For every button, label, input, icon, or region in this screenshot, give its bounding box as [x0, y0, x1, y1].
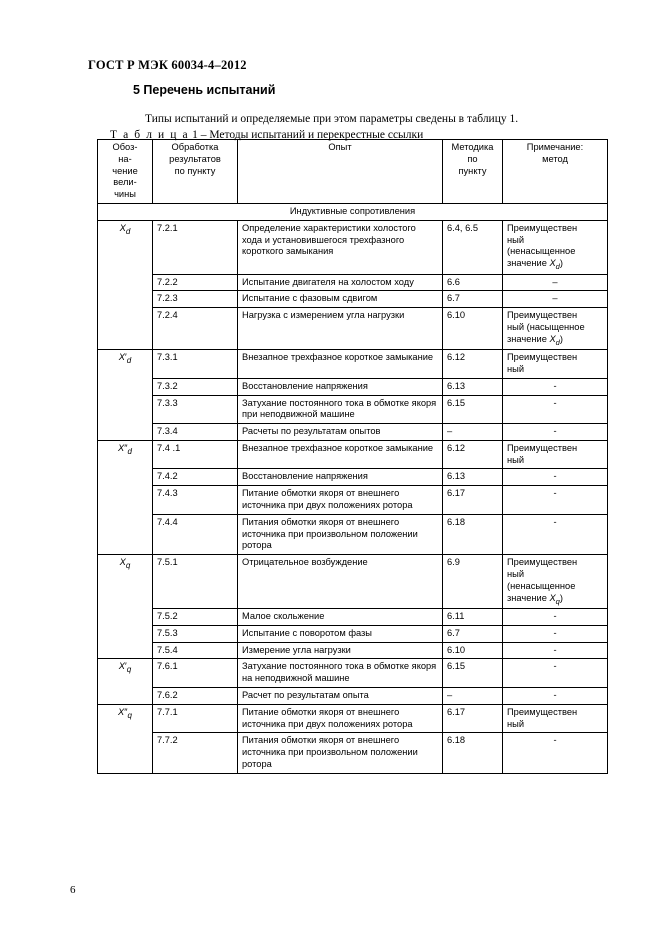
- row-note: [503, 424, 608, 441]
- page-number: 6: [70, 884, 76, 896]
- row-experiment: Питания обмотки якоря от внешнего источника при произвольном положении ротора: [238, 514, 443, 554]
- row-clause: 7.5.2: [153, 609, 238, 626]
- row-method: 6.12: [443, 440, 503, 469]
- column-header-processing: [153, 140, 238, 204]
- note-line: Преимуществен: [507, 557, 578, 568]
- row-note: [503, 486, 608, 515]
- hdr-line: Обоз-: [112, 142, 138, 152]
- row-clause: 7.7.2: [153, 733, 238, 773]
- row-experiment: Восстановление напряжения: [238, 469, 443, 486]
- note-line: -: [553, 735, 557, 746]
- row-experiment: Внезапное трехфазное короткое замыкание: [238, 440, 443, 469]
- row-method: 6.7: [443, 291, 503, 308]
- row-experiment: Затухание постоянного тока в обмотке якоря на неподвижной машине: [238, 659, 443, 688]
- row-note: [503, 274, 608, 291]
- note-line: ный: [507, 363, 525, 374]
- note-line: -: [553, 471, 557, 482]
- row-experiment: Расчеты по результатам опытов: [238, 424, 443, 441]
- row-symbol-cell: $X_d$: [98, 220, 153, 349]
- row-clause: 7.5.4: [153, 642, 238, 659]
- table-header-row: [98, 140, 608, 204]
- table-row: [98, 274, 608, 291]
- row-experiment: Питания обмотки якоря от внешнего источника при произвольном положении ротора: [238, 733, 443, 773]
- hdr-line: на-: [118, 153, 132, 164]
- row-experiment: Испытание двигателя на холостом ходу: [238, 274, 443, 291]
- row-method: –: [443, 424, 503, 441]
- row-experiment: Питание обмотки якоря от внешнего источника при двух положениях ротора: [238, 704, 443, 733]
- row-experiment: Затухание постоянного тока в обмотке якоря при неподвижной машине: [238, 395, 443, 424]
- note-line: -: [553, 611, 557, 622]
- note-line: -: [553, 661, 557, 672]
- row-note: [503, 308, 608, 350]
- row-note: [503, 704, 608, 733]
- table-row: [98, 308, 608, 350]
- row-experiment: Восстановление напряжения: [238, 378, 443, 395]
- row-method: –: [443, 688, 503, 705]
- row-method: 6.7: [443, 625, 503, 642]
- row-clause: 7.4.2: [153, 469, 238, 486]
- table-row: [98, 688, 608, 705]
- note-line: значение $X_d$): [507, 333, 563, 347]
- note-line: (ненасыщенное: [507, 580, 576, 591]
- row-clause: 7.4.4: [153, 514, 238, 554]
- table-caption-rest: 1 – Методы испытаний и перекрестные ссылки: [192, 129, 424, 141]
- row-method: 6.17: [443, 486, 503, 515]
- row-method: 6.6: [443, 274, 503, 291]
- table-row: [98, 291, 608, 308]
- column-header-note: [503, 140, 608, 204]
- note-line: ный: [507, 234, 525, 245]
- row-note: [503, 733, 608, 773]
- hdr-line: чение: [112, 165, 138, 176]
- note-line: ный: [507, 718, 525, 729]
- row-note: [503, 291, 608, 308]
- table-caption-prefix: Т а б л и ц а: [110, 129, 190, 141]
- page-title: 5 Перечень испытаний: [133, 83, 276, 97]
- note-line: значение $X_q$): [507, 592, 563, 606]
- note-line: -: [553, 644, 557, 655]
- note-line: -: [553, 627, 557, 638]
- row-note: [503, 350, 608, 379]
- table-row: [98, 609, 608, 626]
- table-row: [98, 395, 608, 424]
- table-row: [98, 642, 608, 659]
- row-clause: 7.4 .1: [153, 440, 238, 469]
- row-method: 6.17: [443, 704, 503, 733]
- row-experiment: Малое скольжение: [238, 609, 443, 626]
- row-note: [503, 395, 608, 424]
- row-note: [503, 688, 608, 705]
- table-row: [98, 220, 608, 274]
- row-method: 6.15: [443, 395, 503, 424]
- row-method: 6.11: [443, 609, 503, 626]
- hdr-line: метод: [542, 153, 568, 164]
- row-clause: 7.5.1: [153, 555, 238, 609]
- row-experiment: Внезапное трехфазное короткое замыкание: [238, 350, 443, 379]
- note-line: -: [553, 488, 557, 499]
- row-experiment: Питание обмотки якоря от внешнего источника при двух положениях ротора: [238, 486, 443, 515]
- note-line: -: [553, 690, 557, 701]
- note-line: Преимуществен: [507, 310, 578, 321]
- column-header-experiment: Опыт: [238, 140, 443, 204]
- tests-table: [97, 139, 608, 774]
- note-line: значение $X_d$): [507, 258, 563, 272]
- hdr-line: результатов: [169, 153, 221, 164]
- row-method: 6.10: [443, 308, 503, 350]
- row-experiment: Измерение угла нагрузки: [238, 642, 443, 659]
- hdr-line: по: [467, 153, 478, 164]
- note-line: ный: [507, 569, 525, 580]
- row-note: [503, 609, 608, 626]
- note-line: Преимуществен: [507, 706, 578, 717]
- row-symbol-cell: $X''_d$: [98, 440, 153, 554]
- table-row: [98, 659, 608, 688]
- row-method: 6.10: [443, 642, 503, 659]
- note-line: (ненасыщенное: [507, 246, 576, 257]
- row-method: 6.13: [443, 378, 503, 395]
- hdr-line: пункту: [458, 165, 487, 176]
- table-row: [98, 733, 608, 773]
- row-method: 6.18: [443, 514, 503, 554]
- row-clause: 7.2.2: [153, 274, 238, 291]
- note-line: –: [552, 293, 558, 304]
- table-body: [98, 203, 608, 773]
- row-clause: 7.7.1: [153, 704, 238, 733]
- table-row: [98, 486, 608, 515]
- hdr-line: вели-: [113, 177, 137, 188]
- row-method: 6.15: [443, 659, 503, 688]
- standard-header: ГОСТ Р МЭК 60034-4–2012: [88, 58, 247, 72]
- row-experiment: Расчет по результатам опыта: [238, 688, 443, 705]
- row-experiment: Испытание с поворотом фазы: [238, 625, 443, 642]
- row-note: [503, 469, 608, 486]
- row-clause: 7.6.1: [153, 659, 238, 688]
- row-symbol-cell: $X'_d$: [98, 350, 153, 441]
- row-clause: 7.2.1: [153, 220, 238, 274]
- row-symbol-cell: $X_q$: [98, 555, 153, 659]
- row-note: [503, 555, 608, 609]
- note-line: ный: [507, 454, 525, 465]
- row-clause: 7.4.3: [153, 486, 238, 515]
- row-note: [503, 625, 608, 642]
- row-clause: 7.2.4: [153, 308, 238, 350]
- row-symbol-cell: $X'_q$: [98, 659, 153, 704]
- note-line: ный (насыщенное: [507, 321, 585, 332]
- table-row: [98, 625, 608, 642]
- hdr-line: Примечание:: [526, 142, 584, 152]
- hdr-line: по пункту: [174, 165, 216, 176]
- note-line: -: [553, 426, 557, 437]
- note-line: Преимуществен: [507, 352, 578, 363]
- row-symbol-cell: $X''_q$: [98, 704, 153, 773]
- group-header-row: [98, 203, 608, 220]
- table-row: [98, 514, 608, 554]
- row-note: [503, 659, 608, 688]
- table-row: [98, 424, 608, 441]
- note-line: Преимуществен: [507, 222, 578, 233]
- row-note: [503, 220, 608, 274]
- row-experiment: Отрицательное возбуждение: [238, 555, 443, 609]
- table-row: [98, 440, 608, 469]
- intro-paragraph: Типы испытаний и определяемые при этом параметры сведены в таблицу 1.: [145, 113, 519, 125]
- table-row: [98, 704, 608, 733]
- hdr-line: Методика: [451, 142, 494, 152]
- row-note: [503, 642, 608, 659]
- table-row: [98, 555, 608, 609]
- row-experiment: Нагрузка с измерением угла нагрузки: [238, 308, 443, 350]
- row-method: 6.13: [443, 469, 503, 486]
- group-header-cell: Индуктивные сопротивления: [98, 203, 608, 220]
- row-clause: 7.3.4: [153, 424, 238, 441]
- note-line: –: [552, 276, 558, 287]
- column-header-symbol: [98, 140, 153, 204]
- row-note: [503, 440, 608, 469]
- hdr-line: чины: [114, 189, 136, 200]
- note-line: -: [553, 397, 557, 408]
- row-method: 6.9: [443, 555, 503, 609]
- row-method: 6.12: [443, 350, 503, 379]
- row-note: [503, 514, 608, 554]
- row-note: [503, 378, 608, 395]
- hdr-line: Обработка: [171, 142, 219, 152]
- column-header-method: [443, 140, 503, 204]
- row-clause: 7.3.3: [153, 395, 238, 424]
- row-method: 6.18: [443, 733, 503, 773]
- table-row: [98, 378, 608, 395]
- row-clause: 7.3.1: [153, 350, 238, 379]
- row-clause: 7.5.3: [153, 625, 238, 642]
- row-experiment: Испытание с фазовым сдвигом: [238, 291, 443, 308]
- note-line: -: [553, 380, 557, 391]
- row-experiment: Определение характеристики холостого хода и установившегося трехфазного короткого замыкания: [238, 220, 443, 274]
- row-clause: 7.3.2: [153, 378, 238, 395]
- table-row: [98, 350, 608, 379]
- row-clause: 7.2.3: [153, 291, 238, 308]
- row-clause: 7.6.2: [153, 688, 238, 705]
- note-line: -: [553, 516, 557, 527]
- note-line: Преимуществен: [507, 442, 578, 453]
- table-row: [98, 469, 608, 486]
- row-method: 6.4, 6.5: [443, 220, 503, 274]
